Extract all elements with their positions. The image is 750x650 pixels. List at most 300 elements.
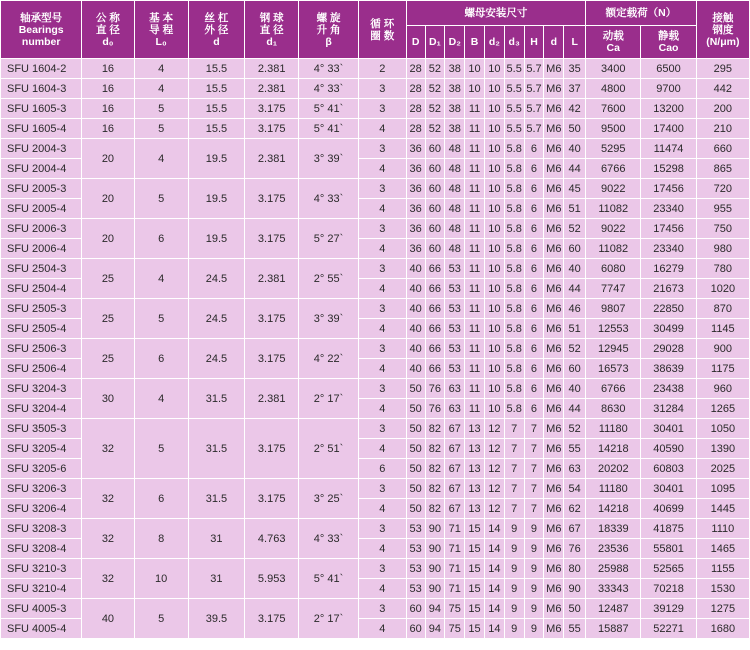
cell-stiffness: 960 <box>696 379 749 399</box>
cell-dynamic-load: 25988 <box>586 559 641 579</box>
cell-static-load: 6500 <box>641 59 696 79</box>
cell-nut-dim: 10 <box>484 179 504 199</box>
table-row <box>1 559 750 579</box>
cell-nut-dim: 10 <box>484 59 504 79</box>
cell-nut-dim: 10 <box>465 59 485 79</box>
cell-model: SFU 3505-3 <box>1 419 82 439</box>
cell-nut-dim: 46 <box>564 299 586 319</box>
cell-screw-od: 15.5 <box>188 59 244 79</box>
cell-helix-angle: 2° 55` <box>299 259 358 299</box>
cell-screw-od: 15.5 <box>188 79 244 99</box>
cell-nut-dim: M6 <box>544 339 564 359</box>
cell-stiffness: 900 <box>696 339 749 359</box>
cell-nut-dim: 15 <box>465 559 485 579</box>
cell-nut-dim: 67 <box>445 419 465 439</box>
cell-nut-dim: 94 <box>425 619 445 639</box>
table-body <box>1 59 750 639</box>
cell-nut-dim: 11 <box>465 259 485 279</box>
cell-circuits: 3 <box>358 79 406 99</box>
table-row <box>1 599 750 619</box>
cell-ball-diameter: 3.175 <box>245 219 299 259</box>
cell-nut-dim: 6 <box>524 259 544 279</box>
cell-ball-diameter: 3.175 <box>245 119 299 139</box>
cell-ball-diameter: 2.381 <box>245 139 299 179</box>
cell-circuits: 4 <box>358 619 406 639</box>
cell-nut-dim: 40 <box>564 139 586 159</box>
cell-nut-dim: 14 <box>484 619 504 639</box>
cell-nut-dim: 9 <box>524 539 544 559</box>
cell-nut-dim: M6 <box>544 499 564 519</box>
cell-nut-dim: 40 <box>406 299 425 319</box>
cell-static-load: 17456 <box>641 179 696 199</box>
cell-nut-dim: 10 <box>465 79 485 99</box>
cell-nut-dim: 10 <box>484 79 504 99</box>
cell-model: SFU 1604-3 <box>1 79 82 99</box>
cell-nut-dim: 5.8 <box>504 239 524 259</box>
cell-dynamic-load: 9500 <box>586 119 641 139</box>
cell-nut-dim: 7 <box>504 439 524 459</box>
cell-lead: 5 <box>134 599 188 639</box>
cell-nut-dim: 53 <box>406 539 425 559</box>
cell-nut-dim: 63 <box>445 379 465 399</box>
cell-helix-angle: 4° 22` <box>299 339 358 379</box>
cell-nut-dim: 60 <box>425 179 445 199</box>
cell-lead: 5 <box>134 299 188 339</box>
cell-nut-dim: 10 <box>484 199 504 219</box>
cell-nut-dim: 36 <box>406 139 425 159</box>
cell-dynamic-load: 5295 <box>586 139 641 159</box>
cell-nominal-diameter: 32 <box>82 419 134 479</box>
cell-nut-dim: 50 <box>406 419 425 439</box>
cell-nominal-diameter: 32 <box>82 479 134 519</box>
cell-circuits: 4 <box>358 539 406 559</box>
cell-nut-dim: 11 <box>465 179 485 199</box>
cell-nut-dim: 71 <box>445 559 465 579</box>
cell-nut-dim: M6 <box>544 379 564 399</box>
cell-screw-od: 19.5 <box>188 139 244 179</box>
cell-model: SFU 2506-4 <box>1 359 82 379</box>
cell-circuits: 3 <box>358 559 406 579</box>
cell-nut-dim: 12 <box>484 419 504 439</box>
cell-dynamic-load: 9022 <box>586 219 641 239</box>
cell-static-load: 17456 <box>641 219 696 239</box>
cell-nut-dim: 52 <box>564 339 586 359</box>
cell-nut-dim: 90 <box>425 519 445 539</box>
cell-model: SFU 2004-4 <box>1 159 82 179</box>
cell-nut-dim: 35 <box>564 59 586 79</box>
cell-stiffness: 442 <box>696 79 749 99</box>
cell-nut-dim: 7 <box>524 479 544 499</box>
cell-nut-dim: 45 <box>564 179 586 199</box>
cell-helix-angle: 2° 17` <box>299 379 358 419</box>
header-ball-diameter: 钢 球 直 径 d₁ <box>245 1 299 59</box>
cell-nut-dim: 60 <box>425 219 445 239</box>
cell-nut-dim: M6 <box>544 419 564 439</box>
cell-model: SFU 1605-3 <box>1 99 82 119</box>
cell-lead: 4 <box>134 139 188 179</box>
cell-nut-dim: 15 <box>465 519 485 539</box>
header-nominal-diameter: 公 称 直 径 d₀ <box>82 1 134 59</box>
cell-static-load: 9700 <box>641 79 696 99</box>
cell-nut-dim: 11 <box>465 199 485 219</box>
header-nut-col: H <box>524 26 544 59</box>
cell-nut-dim: 6 <box>524 379 544 399</box>
cell-nut-dim: M6 <box>544 99 564 119</box>
cell-static-load: 17400 <box>641 119 696 139</box>
cell-circuits: 4 <box>358 439 406 459</box>
cell-nut-dim: M6 <box>544 539 564 559</box>
cell-nut-dim: 48 <box>445 139 465 159</box>
cell-ball-diameter: 3.175 <box>245 299 299 339</box>
cell-nut-dim: 5.7 <box>524 119 544 139</box>
cell-circuits: 6 <box>358 459 406 479</box>
cell-nut-dim: 38 <box>445 99 465 119</box>
cell-nut-dim: 75 <box>445 599 465 619</box>
cell-nut-dim: 53 <box>445 299 465 319</box>
cell-nut-dim: 12 <box>484 499 504 519</box>
cell-nut-dim: 11 <box>465 359 485 379</box>
cell-circuits: 3 <box>358 419 406 439</box>
cell-nut-dim: M6 <box>544 199 564 219</box>
cell-nut-dim: 36 <box>406 219 425 239</box>
cell-nut-dim: 7 <box>524 499 544 519</box>
cell-nut-dim: 50 <box>564 599 586 619</box>
cell-nut-dim: M6 <box>544 619 564 639</box>
cell-nut-dim: 11 <box>465 119 485 139</box>
cell-nut-dim: 14 <box>484 579 504 599</box>
cell-nut-dim: 9 <box>524 599 544 619</box>
table-row <box>1 379 750 399</box>
cell-nut-dim: 11 <box>465 299 485 319</box>
cell-helix-angle: 3° 39` <box>299 299 358 339</box>
cell-static-load: 23340 <box>641 199 696 219</box>
cell-nut-dim: 53 <box>445 259 465 279</box>
cell-static-load: 23438 <box>641 379 696 399</box>
cell-nut-dim: M6 <box>544 219 564 239</box>
cell-screw-od: 31.5 <box>188 479 244 519</box>
cell-circuits: 3 <box>358 139 406 159</box>
header-model: 轴承型号 Bearings number <box>1 1 82 59</box>
cell-nut-dim: M6 <box>544 439 564 459</box>
cell-nut-dim: 82 <box>425 479 445 499</box>
cell-nut-dim: 76 <box>425 379 445 399</box>
cell-nut-dim: 11 <box>465 239 485 259</box>
cell-lead: 5 <box>134 419 188 479</box>
cell-nut-dim: 6 <box>524 179 544 199</box>
cell-nut-dim: M6 <box>544 79 564 99</box>
cell-nut-dim: 10 <box>484 119 504 139</box>
cell-nut-dim: 5.8 <box>504 379 524 399</box>
cell-ball-diameter: 2.381 <box>245 79 299 99</box>
cell-nut-dim: 67 <box>445 499 465 519</box>
cell-nut-dim: 5.7 <box>524 59 544 79</box>
cell-nut-dim: 9 <box>504 559 524 579</box>
cell-nut-dim: 90 <box>564 579 586 599</box>
table-row <box>1 519 750 539</box>
cell-screw-od: 31.5 <box>188 419 244 479</box>
cell-ball-diameter: 2.381 <box>245 259 299 299</box>
cell-nut-dim: 60 <box>425 239 445 259</box>
cell-nut-dim: 10 <box>484 359 504 379</box>
cell-nut-dim: 9 <box>524 619 544 639</box>
cell-helix-angle: 4° 33` <box>299 179 358 219</box>
cell-dynamic-load: 16573 <box>586 359 641 379</box>
header-screw-od: 丝 杠 外 径 d <box>188 1 244 59</box>
cell-nut-dim: 6 <box>524 219 544 239</box>
cell-nut-dim: 53 <box>406 559 425 579</box>
cell-dynamic-load: 33343 <box>586 579 641 599</box>
cell-nut-dim: 14 <box>484 519 504 539</box>
cell-nut-dim: 10 <box>484 259 504 279</box>
cell-nut-dim: 82 <box>425 439 445 459</box>
cell-nut-dim: 53 <box>406 519 425 539</box>
cell-nut-dim: 50 <box>406 399 425 419</box>
cell-nut-dim: 11 <box>465 279 485 299</box>
cell-nut-dim: 5.8 <box>504 359 524 379</box>
cell-nut-dim: 60 <box>425 199 445 219</box>
cell-helix-angle: 5° 27` <box>299 219 358 259</box>
cell-nut-dim: 50 <box>406 439 425 459</box>
cell-static-load: 39129 <box>641 599 696 619</box>
cell-nut-dim: 40 <box>564 379 586 399</box>
cell-stiffness: 1465 <box>696 539 749 559</box>
cell-screw-od: 15.5 <box>188 99 244 119</box>
cell-screw-od: 19.5 <box>188 179 244 219</box>
cell-nut-dim: 11 <box>465 99 485 119</box>
cell-screw-od: 24.5 <box>188 259 244 299</box>
cell-helix-angle: 4° 33` <box>299 79 358 99</box>
cell-ball-diameter: 3.175 <box>245 599 299 639</box>
cell-nut-dim: 13 <box>465 459 485 479</box>
cell-nut-dim: 5.5 <box>504 59 524 79</box>
cell-stiffness: 200 <box>696 99 749 119</box>
header-nut-col: d <box>544 26 564 59</box>
cell-nut-dim: 76 <box>425 399 445 419</box>
cell-nut-dim: 66 <box>425 319 445 339</box>
cell-nut-dim: 82 <box>425 499 445 519</box>
cell-nut-dim: 9 <box>524 519 544 539</box>
cell-nut-dim: 7 <box>504 499 524 519</box>
cell-circuits: 3 <box>358 99 406 119</box>
cell-ball-diameter: 2.381 <box>245 59 299 79</box>
cell-lead: 6 <box>134 339 188 379</box>
cell-model: SFU 2504-3 <box>1 259 82 279</box>
cell-nut-dim: 66 <box>425 259 445 279</box>
cell-nut-dim: 38 <box>445 59 465 79</box>
cell-dynamic-load: 12945 <box>586 339 641 359</box>
cell-nut-dim: 48 <box>445 219 465 239</box>
cell-nut-dim: 10 <box>484 219 504 239</box>
cell-static-load: 30401 <box>641 479 696 499</box>
table-row <box>1 419 750 439</box>
cell-lead: 4 <box>134 79 188 99</box>
cell-nominal-diameter: 16 <box>82 119 134 139</box>
cell-nut-dim: 5.5 <box>504 99 524 119</box>
cell-nut-dim: M6 <box>544 259 564 279</box>
cell-nut-dim: 67 <box>564 519 586 539</box>
cell-static-load: 11474 <box>641 139 696 159</box>
cell-model: SFU 3206-3 <box>1 479 82 499</box>
cell-nut-dim: M6 <box>544 299 564 319</box>
cell-lead: 5 <box>134 179 188 219</box>
cell-nut-dim: 6 <box>524 359 544 379</box>
cell-nut-dim: M6 <box>544 599 564 619</box>
cell-nominal-diameter: 16 <box>82 99 134 119</box>
cell-nut-dim: 5.7 <box>524 79 544 99</box>
cell-model: SFU 2006-3 <box>1 219 82 239</box>
cell-nut-dim: 40 <box>406 319 425 339</box>
cell-circuits: 4 <box>358 359 406 379</box>
cell-model: SFU 3206-4 <box>1 499 82 519</box>
cell-stiffness: 210 <box>696 119 749 139</box>
cell-nut-dim: 13 <box>465 439 485 459</box>
cell-nut-dim: 52 <box>564 419 586 439</box>
cell-nominal-diameter: 20 <box>82 139 134 179</box>
cell-nut-dim: 5.8 <box>504 219 524 239</box>
header-circuits: 循 环 圈 数 <box>358 1 406 59</box>
cell-stiffness: 1530 <box>696 579 749 599</box>
cell-model: SFU 3205-6 <box>1 459 82 479</box>
cell-model: SFU 2505-4 <box>1 319 82 339</box>
cell-nut-dim: 5.8 <box>504 339 524 359</box>
cell-nut-dim: 10 <box>484 399 504 419</box>
cell-nut-dim: 82 <box>425 459 445 479</box>
header-rated-load: 额定载荷（N） <box>586 1 697 26</box>
cell-nut-dim: 38 <box>445 79 465 99</box>
cell-model: SFU 2504-4 <box>1 279 82 299</box>
cell-nut-dim: 28 <box>406 99 425 119</box>
cell-stiffness: 660 <box>696 139 749 159</box>
table-row <box>1 119 750 139</box>
cell-nut-dim: 12 <box>484 459 504 479</box>
cell-stiffness: 1390 <box>696 439 749 459</box>
cell-nut-dim: 10 <box>484 279 504 299</box>
cell-nut-dim: 10 <box>484 99 504 119</box>
cell-dynamic-load: 11082 <box>586 199 641 219</box>
cell-stiffness: 1445 <box>696 499 749 519</box>
cell-nut-dim: 40 <box>406 359 425 379</box>
cell-nut-dim: 66 <box>425 339 445 359</box>
cell-circuits: 3 <box>358 599 406 619</box>
cell-model: SFU 2506-3 <box>1 339 82 359</box>
cell-ball-diameter: 2.381 <box>245 379 299 419</box>
cell-nut-dim: 28 <box>406 119 425 139</box>
cell-nut-dim: 53 <box>406 579 425 599</box>
table-row <box>1 219 750 239</box>
cell-nut-dim: 37 <box>564 79 586 99</box>
cell-nut-dim: 12 <box>484 479 504 499</box>
cell-nut-dim: 6 <box>524 139 544 159</box>
cell-model: SFU 1604-2 <box>1 59 82 79</box>
cell-circuits: 4 <box>358 119 406 139</box>
cell-nut-dim: 52 <box>425 79 445 99</box>
cell-dynamic-load: 15887 <box>586 619 641 639</box>
cell-nominal-diameter: 25 <box>82 259 134 299</box>
cell-nut-dim: 7 <box>504 459 524 479</box>
cell-model: SFU 2005-3 <box>1 179 82 199</box>
cell-nut-dim: 71 <box>445 539 465 559</box>
cell-nut-dim: 48 <box>445 159 465 179</box>
cell-nut-dim: 40 <box>406 259 425 279</box>
cell-nut-dim: M6 <box>544 179 564 199</box>
cell-nut-dim: 60 <box>425 139 445 159</box>
cell-nut-dim: 10 <box>484 339 504 359</box>
cell-screw-od: 31 <box>188 519 244 559</box>
table-row <box>1 139 750 159</box>
cell-lead: 4 <box>134 379 188 419</box>
cell-nut-dim: 7 <box>504 479 524 499</box>
cell-nut-dim: 60 <box>406 619 425 639</box>
cell-nut-dim: 48 <box>445 179 465 199</box>
cell-nominal-diameter: 20 <box>82 179 134 219</box>
cell-static-load: 23340 <box>641 239 696 259</box>
cell-model: SFU 4005-3 <box>1 599 82 619</box>
cell-nut-dim: 9 <box>504 539 524 559</box>
cell-nut-dim: 6 <box>524 299 544 319</box>
cell-nut-dim: 50 <box>564 119 586 139</box>
cell-nut-dim: 9 <box>504 519 524 539</box>
cell-helix-angle: 3° 25` <box>299 479 358 519</box>
cell-dynamic-load: 20202 <box>586 459 641 479</box>
cell-nut-dim: 10 <box>484 239 504 259</box>
cell-screw-od: 31.5 <box>188 379 244 419</box>
cell-helix-angle: 3° 39` <box>299 139 358 179</box>
cell-nut-dim: 75 <box>445 619 465 639</box>
cell-stiffness: 720 <box>696 179 749 199</box>
cell-nut-dim: 66 <box>425 299 445 319</box>
cell-nut-dim: 7 <box>524 419 544 439</box>
cell-nut-dim: M6 <box>544 519 564 539</box>
cell-nut-dim: 15 <box>465 619 485 639</box>
cell-model: SFU 1605-4 <box>1 119 82 139</box>
cell-nut-dim: 94 <box>425 599 445 619</box>
cell-nut-dim: 13 <box>465 499 485 519</box>
header-dynamic-load: 动载 Ca <box>586 26 641 59</box>
cell-nut-dim: 14 <box>484 599 504 619</box>
cell-nut-dim: 90 <box>425 539 445 559</box>
cell-nut-dim: 5.8 <box>504 279 524 299</box>
cell-lead: 6 <box>134 479 188 519</box>
header-nut-col: L <box>564 26 586 59</box>
cell-dynamic-load: 8630 <box>586 399 641 419</box>
header-static-load: 静载 Cao <box>641 26 696 59</box>
cell-nut-dim: 5.8 <box>504 299 524 319</box>
cell-nut-dim: 5.8 <box>504 159 524 179</box>
cell-lead: 8 <box>134 519 188 559</box>
cell-model: SFU 3210-4 <box>1 579 82 599</box>
cell-nut-dim: 15 <box>465 599 485 619</box>
cell-model: SFU 3208-4 <box>1 539 82 559</box>
cell-nut-dim: 51 <box>564 319 586 339</box>
cell-nut-dim: 71 <box>445 519 465 539</box>
cell-nut-dim: 36 <box>406 159 425 179</box>
cell-stiffness: 1680 <box>696 619 749 639</box>
cell-dynamic-load: 18339 <box>586 519 641 539</box>
cell-lead: 6 <box>134 219 188 259</box>
cell-circuits: 3 <box>358 479 406 499</box>
cell-nut-dim: 52 <box>564 219 586 239</box>
cell-nut-dim: 14 <box>484 539 504 559</box>
cell-stiffness: 1020 <box>696 279 749 299</box>
cell-circuits: 4 <box>358 199 406 219</box>
cell-nut-dim: 5.8 <box>504 399 524 419</box>
cell-stiffness: 780 <box>696 259 749 279</box>
cell-circuits: 4 <box>358 399 406 419</box>
cell-nominal-diameter: 20 <box>82 219 134 259</box>
cell-nut-dim: 52 <box>425 59 445 79</box>
cell-nut-dim: 5.8 <box>504 319 524 339</box>
cell-ball-diameter: 3.175 <box>245 339 299 379</box>
